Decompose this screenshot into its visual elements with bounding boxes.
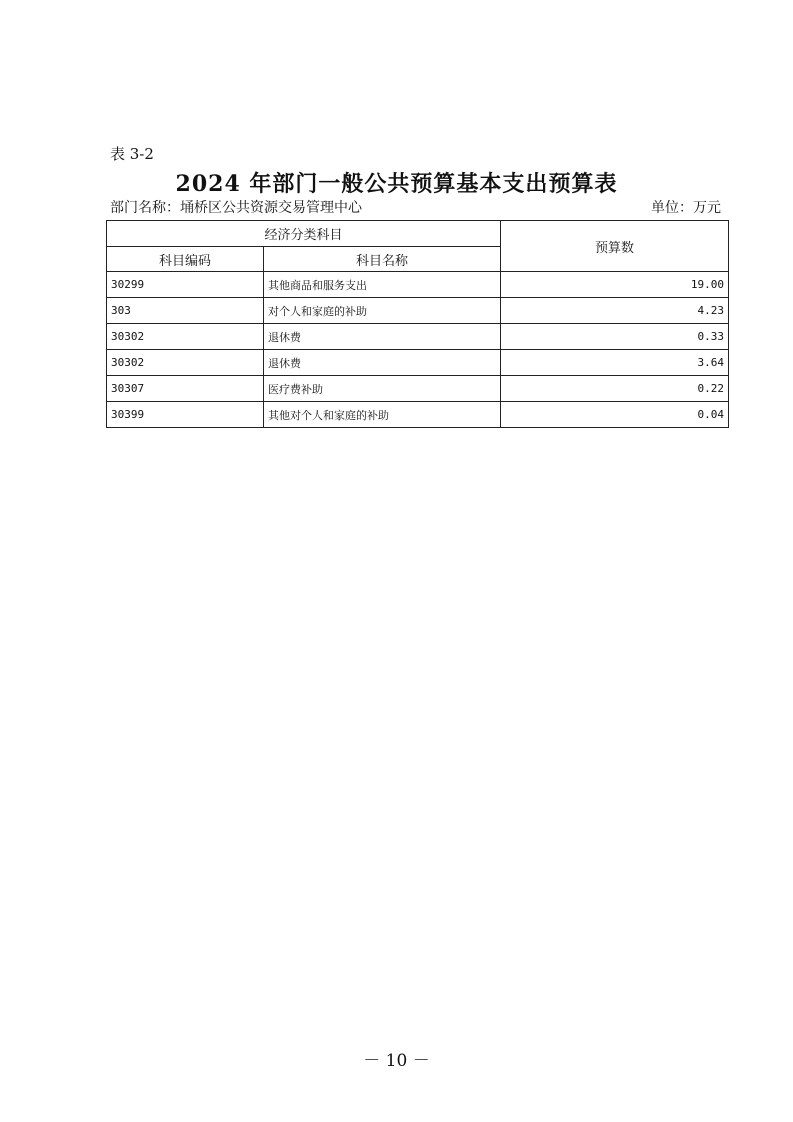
row-code: 30307 <box>107 376 264 402</box>
row-code: 30302 <box>107 350 264 376</box>
row-code: 30399 <box>107 402 264 428</box>
row-amount: 4.23 <box>501 298 729 324</box>
row-amount: 19.00 <box>501 272 729 298</box>
row-name: 退休费 <box>264 324 501 350</box>
table-row <box>107 402 729 428</box>
page-number: － 10 － <box>363 1051 430 1071</box>
row-amount: 0.33 <box>501 324 729 350</box>
department-line <box>110 197 362 217</box>
group-header: 经济分类科目 <box>107 221 501 247</box>
row-code: 30299 <box>107 272 264 298</box>
name-header: 科目名称 <box>264 247 501 272</box>
row-amount: 0.04 <box>501 402 729 428</box>
row-code: 30302 <box>107 324 264 350</box>
row-name: 退休费 <box>264 350 501 376</box>
table-row <box>107 272 729 298</box>
budget-table <box>106 220 729 428</box>
department-name: 埇桥区公共资源交易管理中心 <box>180 200 362 216</box>
amount-header: 预算数 <box>501 221 729 272</box>
table-row <box>107 376 729 402</box>
row-amount: 0.22 <box>501 376 729 402</box>
row-name: 其他商品和服务支出 <box>264 272 501 298</box>
row-code: 303 <box>107 298 264 324</box>
table-header-row <box>107 221 729 247</box>
table-label: 表 3-2 <box>110 145 154 163</box>
row-name: 医疗费补助 <box>264 376 501 402</box>
row-name: 其他对个人和家庭的补助 <box>264 402 501 428</box>
row-amount: 3.64 <box>501 350 729 376</box>
unit-label: 单位：万元 <box>651 200 721 216</box>
page-title: 2024 年部门一般公共预算基本支出预算表 <box>175 171 618 197</box>
table-row <box>107 350 729 376</box>
table-row <box>107 324 729 350</box>
code-header: 科目编码 <box>107 247 264 272</box>
row-name: 对个人和家庭的补助 <box>264 298 501 324</box>
department-label: 部门名称： <box>110 200 180 216</box>
table-row <box>107 298 729 324</box>
